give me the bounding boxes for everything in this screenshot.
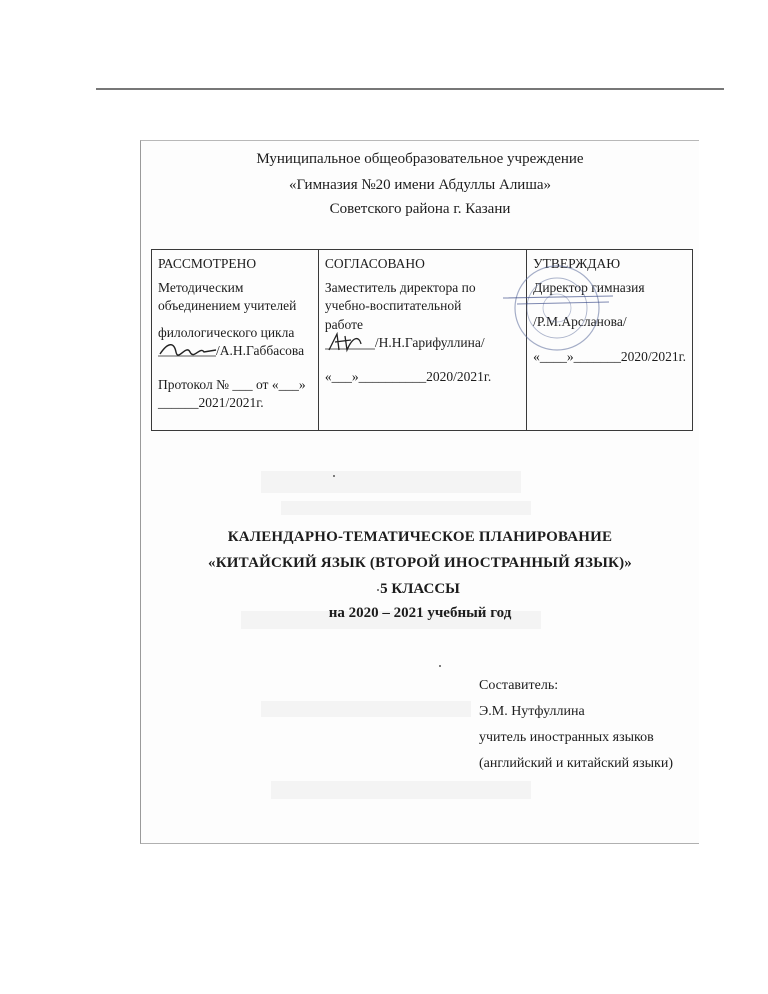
scan-speck (439, 665, 441, 667)
agreed-cell (318, 250, 526, 431)
document-title: КАЛЕНДАРНО-ТЕМАТИЧЕСКОЕ ПЛАНИРОВАНИЕ (227, 529, 613, 545)
header-line-1: Муниципальное общеобразовательное учреждение (256, 151, 584, 167)
agreed-heading: СОГЛАСОВАНО (324, 256, 425, 271)
scan-speck (333, 475, 335, 477)
top-rule (96, 88, 724, 90)
author-block (479, 673, 673, 777)
school-year: на 2020 – 2021 учебный год (328, 605, 512, 621)
agreed-signature: /Н.Н.Гарифуллина/ (374, 334, 485, 350)
agreed-line-2: учебно-воспитательной (324, 298, 462, 314)
author-label: Составитель: (479, 678, 559, 693)
author-name: Э.М. Нутфуллина (479, 704, 585, 719)
reviewed-heading: РАССМОТРЕНО (158, 256, 257, 271)
handwritten-signature-icon (325, 336, 375, 350)
author-position: учитель иностранных языков (479, 730, 654, 745)
scan-shadow (271, 781, 531, 799)
reviewed-cell (152, 250, 319, 431)
agreed-line-1: Заместитель директора по (324, 280, 476, 296)
agreed-signature-line (325, 334, 520, 352)
approved-signature: /Р.М.Арсланова/ (533, 314, 627, 330)
agreed-line-3: работе (324, 316, 363, 332)
reviewed-line-1: Методическим (158, 280, 244, 296)
scan-shadow (261, 701, 471, 717)
approved-cell (527, 250, 693, 431)
document-page (140, 140, 699, 844)
author-languages: (английский и китайский языки) (479, 756, 673, 771)
header-line-2: «Гимназия №20 имени Абдуллы Алиша» (288, 177, 552, 193)
subject-title: «КИТАЙСКИЙ ЯЗЫК (ВТОРОЙ ИНОСТРАННЫЙ ЯЗЫК)» (208, 555, 632, 571)
protocol-line-1: Протокол № ___ от «___» (158, 377, 306, 393)
header-line-3: Советского района г. Казани (329, 201, 511, 217)
reviewed-signature: /А.Н.Габбасова (216, 342, 305, 358)
protocol-line-2: ______2021/2021г. (158, 395, 264, 411)
handwritten-signature-icon (158, 344, 216, 358)
reviewed-line-2: объединением учителей (158, 298, 297, 314)
reviewed-signature-line (158, 342, 312, 360)
approved-heading: УТВЕРЖДАЮ (533, 256, 621, 271)
agreed-date: «___»__________2020/2021г. (324, 369, 492, 385)
approved-line-1: Директор гимназия (533, 280, 645, 296)
scan-shadow (261, 471, 521, 493)
approval-table (151, 249, 693, 431)
grade-title: 5 КЛАССЫ (380, 581, 460, 597)
approved-date: «____»_______2020/2021г. (533, 348, 686, 364)
scan-shadow (281, 501, 531, 515)
reviewed-line-3: филологического цикла (158, 324, 295, 340)
official-stamp-icon (497, 260, 617, 360)
